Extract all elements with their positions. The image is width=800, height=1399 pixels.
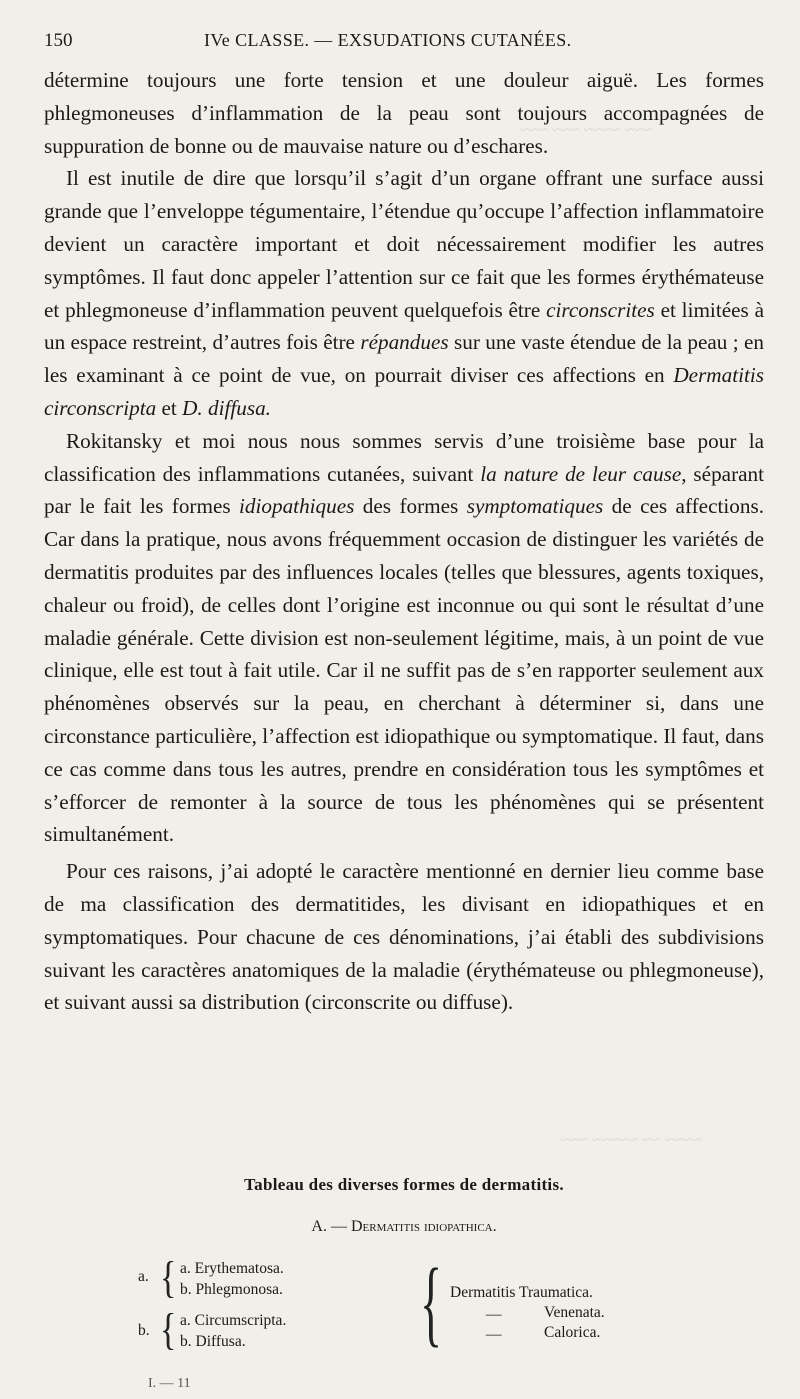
table-subtitle-prefix: A. — [311,1218,351,1235]
paragraph [44,162,764,424]
paragraph [44,64,764,162]
text-run: , séparant par le fait les formes [44,461,765,519]
page-number: 150 [44,30,73,51]
right-dash: — [486,1306,502,1323]
page-header [44,30,764,60]
table-subtitle-name: Dermatitis idiopathica. [350,1218,497,1235]
group-b-item: b. Diffusa. [180,1333,246,1350]
show-through-text: ~~~ ~~~~ ~~~ ~~~ [520,120,653,139]
text-run: Pour ces raisons, j’ai adopté le caractère mentionné en dernier lieu comme base de ma classification des dermatitides, les divisant en idiopathiques et en symptomatiques. Pour chacune de ces dénominations, j’ai établi des subdivisions suivant les caractères anatomiques de la maladie (érythémateuse ou phlegmoneuse), et suivant aussi sa distribution (circonscrite ou diffuse). [44,859,764,1015]
italic-term: circonscrites [546,297,655,322]
italic-term: idiopathiques [239,494,355,519]
group-a-label: a. [138,1268,149,1285]
signature-mark: I. — 11 [148,1376,191,1391]
italic-term: la nature de leur cause [480,461,682,486]
text-run: sur une vaste étendue de la peau ; en les examinant à ce point de vue, on pourrait diviser ces affections en [44,330,764,388]
classification-table [130,1248,690,1360]
table-subtitle [44,1218,764,1236]
italic-term: Dermatitis circonscripta [44,363,764,420]
italic-term: symptomatiques [466,494,604,519]
italic-term: répandues [360,330,449,355]
text-run: des formes [354,494,467,519]
right-item: Venenata. [544,1304,605,1321]
italic-term: D. diffusa. [182,395,271,420]
text-run: et limitées à un espace restreint, d’autres fois être [44,297,764,355]
text-run: Il est inutile de dire que lorsqu’il s’agit d’un organe offrant une surface aussi grande que l’enveloppe tégumentaire, l’étendue qu’occupe l’affection inflammatoire devient un caractère important et doit nécessairement modifier les autres symptômes. Il faut donc appeler l’attention sur ce fait que les formes érythémateuse et phlegmoneuse d’inflammation peuvent quelquefois être [44,166,764,322]
table-title: Tableau des diverses formes de dermatitis. [244,1175,564,1194]
show-through-text: ~~~~ ~~ ~~~~~ ~~~ [560,1130,702,1149]
running-head: IVe CLASSE. — EXSUDATIONS CUTANÉES. [204,30,572,50]
group-b-brace: { [160,1306,177,1355]
right-dash: — [486,1326,502,1343]
paragraph [44,855,764,1019]
group-a-brace: { [160,1254,177,1303]
group-a-item: a. Erythematosa. [180,1260,284,1277]
group-a-item: b. Phlegmonosa. [180,1281,283,1298]
right-item: Calorica. [544,1324,601,1341]
right-brace: { [420,1248,443,1356]
text-run: de ces affections. Car dans la pratique, nous avons fréquemment occasion de distinguer les variétés de dermatitis produites par des influences locales (telles que blessures, agents toxiques, chaleur ou froid), de celles dont l’origine est inconnue ou qui sont le résultat d’une maladie générale. Cette division est non-seulement légitime, mais, à un point de vue clinique, elle est tout à fait utile. Car il ne suffit pas de s’en rapporter seulement aux phénomènes observés sur la peau, en cherchant à déterminer si, dans une circonstance particulière, l’affection est idiopathique ou symptomatique. Il faut, dans ce cas comme dans tous les autres, prendre en considération tous les symptômes et s’efforcer de remonter à la source de tous les phénomènes qui se présentent simultanément. [44,494,764,847]
text-run: et [156,395,183,420]
body-text [44,64,764,1019]
paragraph [44,425,764,851]
text-run: détermine toujours une forte tension et une douleur aiguë. Les formes phlegmoneuses d’inflammation de la peau sont toujours accompagnées de suppuration de bonne ou de mauvaise nature ou d’eschares. [44,68,764,158]
group-b-label: b. [138,1322,150,1339]
group-b-item: a. Circumscripta. [180,1312,287,1329]
right-item: Dermatitis Traumatica. [450,1284,593,1301]
text-run: Rokitansky et moi nous nous sommes servis d’une troisième base pour la classification des inflammations cutanées, suivant [44,428,764,486]
